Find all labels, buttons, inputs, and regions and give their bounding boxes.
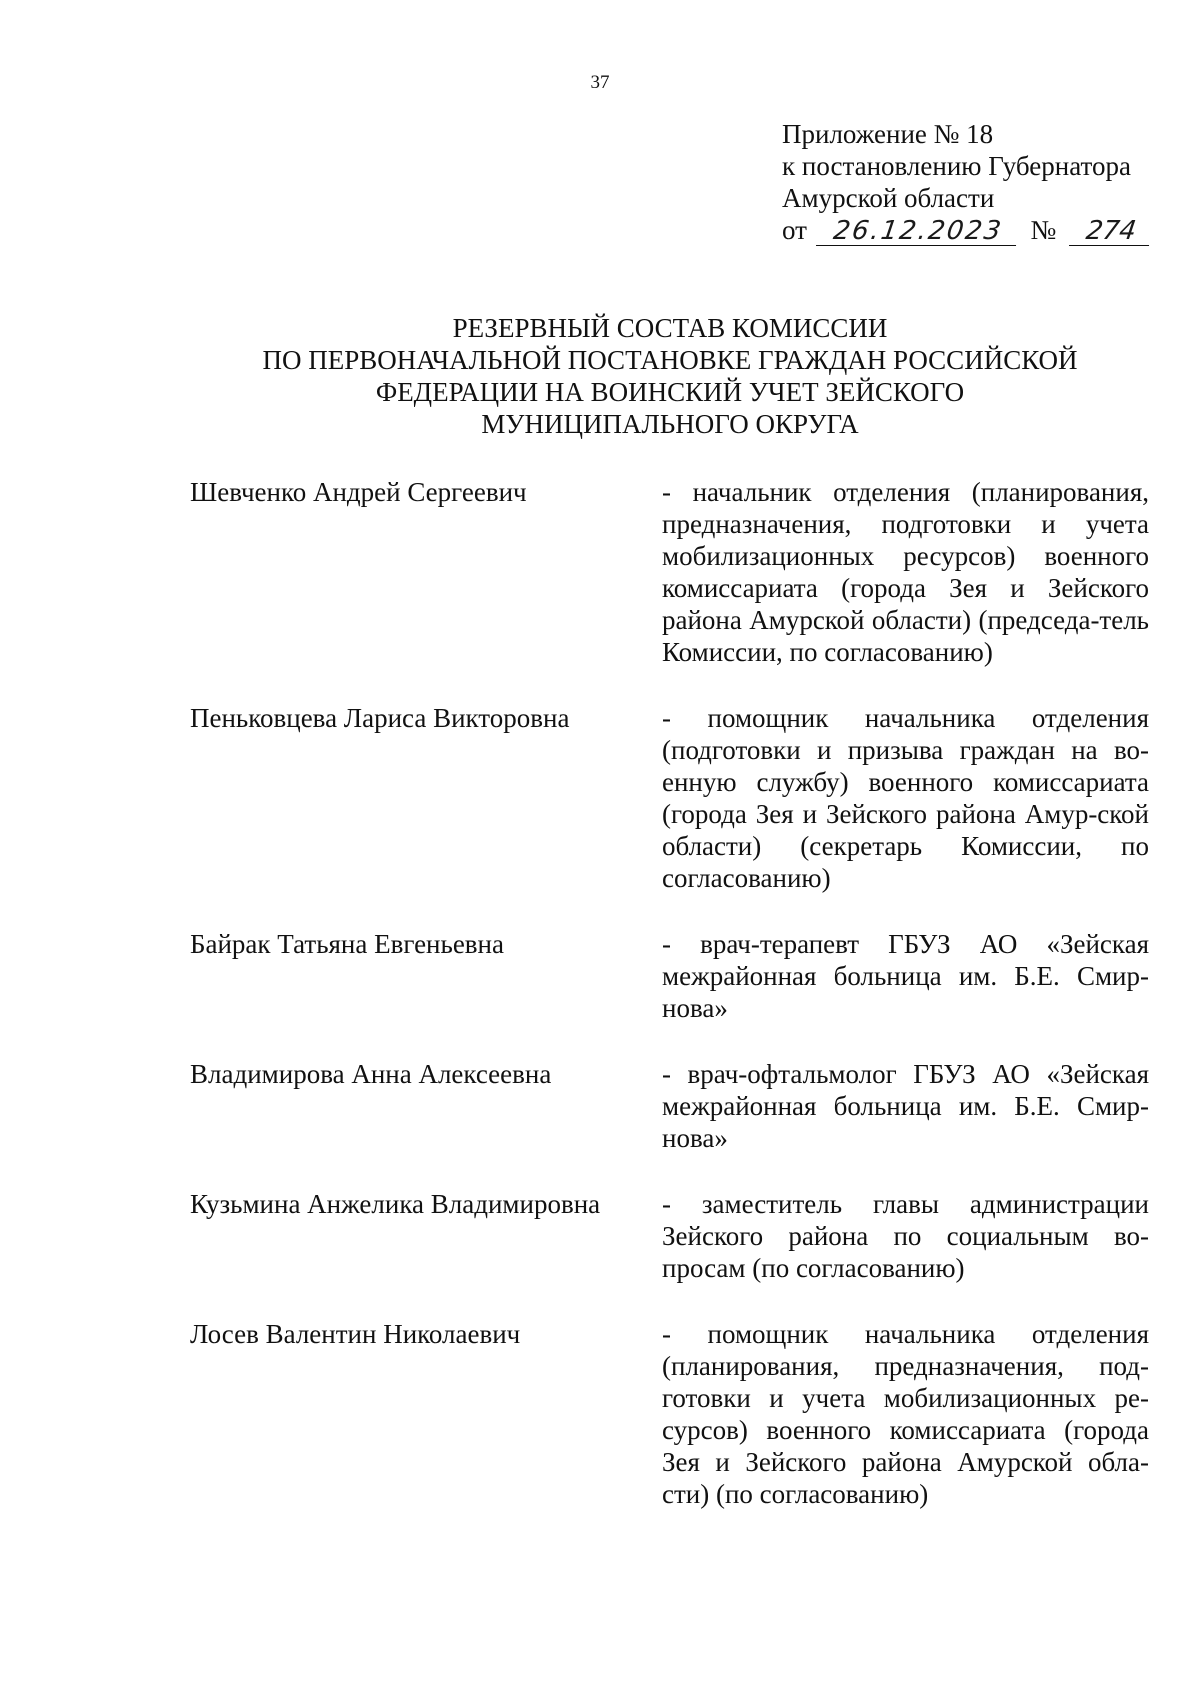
member-row [190,476,1150,668]
member-row [190,1318,1150,1510]
members-list [190,476,1150,1510]
member-role: - врач-терапевт ГБУЗ АО «Зейская межрайонная больница им. Б.Е. Смир-нова» [662,929,1149,1023]
handwritten-date: 26.12.2023 [816,217,1020,246]
member-name: Владимирова Анна Алексеевна [190,1059,552,1089]
appendix-header [782,118,1151,246]
handwritten-number: 274 [1069,217,1153,246]
appendix-date-line [782,214,1151,246]
member-name: Шевченко Андрей Сергеевич [190,477,527,507]
from-label: от [782,215,807,245]
member-role: - заместитель главы администрации Зейского района по социальным во-просам (по согласованию) [662,1189,1149,1283]
member-row [190,702,1150,894]
title-line-1: РЕЗЕРВНЫЙ СОСТАВ КОМИССИИ [452,313,888,343]
member-name: Байрак Татьяна Евгеньевна [190,929,504,959]
member-name: Пеньковцева Лариса Викторовна [190,703,570,733]
document-title [0,312,1200,440]
member-role: - врач-офтальмолог ГБУЗ АО «Зейская межрайонная больница им. Б.Е. Смир-нова» [662,1059,1149,1153]
member-role: - помощник начальника отделения (планирования, предназначения, под-готовки и учета мобилизационных ре-сурсов) военного комиссариата (города Зея и Зейского района Амурской обла-сти) (по согласованию) [662,1319,1149,1509]
member-row [190,1058,1150,1154]
title-line-3: ФЕДЕРАЦИИ НА ВОИНСКИЙ УЧЕТ ЗЕЙСКОГО [375,377,965,407]
number-label: № [1030,215,1057,245]
member-role: - помощник начальника отделения (подготовки и призыва граждан на во-енную службу) военного комиссариата (города Зея и Зейского района Амур-ской области) (секретарь Комиссии, по согласованию) [662,703,1149,893]
member-name: Лосев Валентин Николаевич [190,1319,521,1349]
title-line-4: МУНИЦИПАЛЬНОГО ОКРУГА [481,409,859,439]
title-line-2: ПО ПЕРВОНАЧАЛЬНОЙ ПОСТАНОВКЕ ГРАЖДАН РОССИЙСКОЙ [262,345,1078,375]
member-role: - начальник отделения (планирования, предназначения, подготовки и учета мобилизационных ресурсов) военного комиссариата (города Зея и Зейского района Амурской области) (председа-тель Комиссии, по согласованию) [662,477,1149,667]
appendix-line-2: к постановлению Губернатора [782,151,1131,181]
appendix-line-1: Приложение № 18 [782,119,994,149]
member-row [190,1188,1150,1284]
page-number: 37 [590,72,610,93]
member-row [190,928,1150,1024]
member-name: Кузьмина Анжелика Владимировна [190,1189,601,1219]
appendix-line-3: Амурской области [782,183,995,213]
